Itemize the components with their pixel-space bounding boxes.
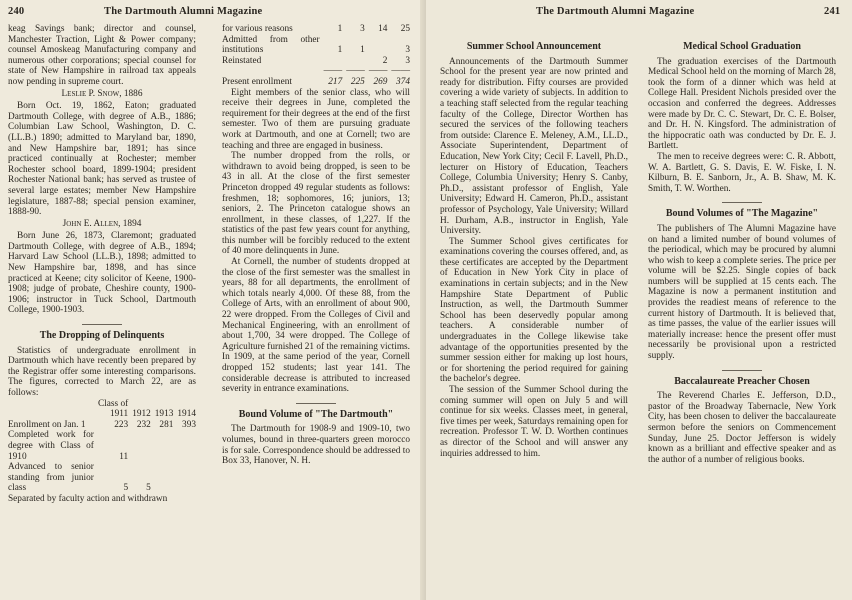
paragraph: Eight members of the senior class, who will receive their degrees in June, completed the requirement for their degrees at the end of the first semester. Two of them are pursuing graduate work at Dartmouth, and one at Cornell; two are teaching and three are engaged in business. [222, 87, 410, 151]
table-cell: 281 [159, 419, 174, 430]
table-row [8, 430, 196, 462]
table-cell [151, 430, 174, 462]
paragraph: The session of the Summer School during the coming summer will open on July 5 and will continue for six weeks. Classes meet, in general, five times per week, Saturdays remaining open for recreation. Professor T. W. D. Worthen continues as director of the School and will answer any inquiries addressed to him. [440, 385, 628, 459]
column-3 [440, 24, 628, 459]
table-cell: 14 [378, 24, 388, 34]
right-page [426, 0, 852, 600]
column-2 [222, 24, 410, 467]
table-header-cell: 1914 [177, 409, 196, 420]
table-cell: 11 [119, 451, 129, 462]
table-row [8, 399, 196, 420]
column-4 [648, 24, 836, 465]
rule-cell: —— [391, 66, 410, 77]
page-number-right: 241 [824, 6, 841, 17]
row-label: for various reasons [222, 24, 293, 34]
paragraph: The Reverend Charles E. Jefferson, D.D., pastor of the Broadway Tabernacle, New York City, has been chosen to deliver the baccalaureate sermon before the seniors on Commencement Sunday, June 25. Doctor Jefferson is widely known as a brilliant and effective speaker and as the author of a number of religious books. [648, 391, 836, 465]
row-label: Present enrollment [222, 76, 292, 87]
table-cell: 223 [114, 419, 129, 430]
row-label: Advanced to senior standing from junior class [8, 462, 94, 494]
row-label: Enrollment on Jan. 1 [8, 419, 86, 430]
paragraph: The graduation exercises of the Dartmouth Medical School held on the morning of March 28, took the form of a dinner which was held at College Hall. President Nichols presided over the occasion and conferred the degrees. Addresses were made by Dr. C. C. Stewart, Dr. C. E. Bolser, and Dr. H. N. Kingsford. The administration of the hippocratic oath was conducted by Dr. E. J. Bartlett. [648, 56, 836, 152]
page-number-left: 240 [8, 6, 25, 17]
table-cell [151, 462, 174, 494]
row-label: Admitted from other institutions [222, 34, 320, 56]
table-row [222, 66, 410, 77]
table-cell: 25 [400, 24, 410, 34]
divider [722, 202, 762, 203]
article-heading: Medical School Graduation [683, 41, 801, 52]
table-cell [222, 66, 320, 77]
table-cell: 5 [146, 483, 151, 494]
article-heading: Baccalaureate Preacher Chosen [674, 375, 810, 387]
table-cell: 232 [136, 419, 151, 430]
paragraph: Statistics of undergraduate enrollment in Dartmouth which have recently been prepared by the Registrar offer some interesting comparisons. The figures, corrected to March 22, are as follows: [8, 345, 196, 398]
table-cell: 3 [405, 45, 410, 56]
table-header-cell: 1912 [132, 409, 151, 420]
table-cell: 5 [123, 483, 129, 494]
article-heading: Summer School Announcement [466, 41, 602, 52]
article-heading: Bound Volumes of "The Magazine" [665, 208, 819, 220]
table-cell: 269 [373, 76, 388, 87]
column-1 [8, 24, 196, 505]
table-cell [342, 56, 365, 67]
paragraph: The number dropped from the rolls, or withdrawn to avoid being dropped, is seen to be 43 in all. At the close of the first semester Princeton dropped 49 regular students as follows: freshmen, 18; sophomores, 16; juniors, 13; seniors, 2. The Princeton catalogue shows an enrollment, in these classes, of 1,227. If the statistics of the past few years count for anything, this number will be forcibly reduced to the extent of 40 more delinquents in June. [222, 151, 410, 257]
biography-name: John E. Allen, 1894 [62, 218, 142, 229]
running-header-left: The Dartmouth Alumni Magazine [104, 6, 263, 17]
biography-name: Leslie P. Snow, 1886 [61, 88, 143, 99]
divider [82, 324, 122, 325]
table-cell: 374 [396, 76, 410, 87]
table-cell: 3 [405, 55, 410, 66]
row-label: Reinstated [222, 55, 262, 66]
table-row [8, 420, 196, 431]
table-cell [8, 399, 94, 420]
rule-cell: —— [323, 66, 343, 77]
table-row [8, 462, 196, 494]
table-cell [320, 56, 343, 67]
divider [722, 370, 762, 371]
table-cell: 1 [360, 45, 365, 56]
row-label: Completed work for degree with Class of 1910 [8, 430, 94, 462]
table-cell: 2 [382, 55, 388, 66]
paragraph: keag Savings bank; director and counsel, Manchester Traction, Light & Power company; counsel Amoskeag Manufacturing company and numerous other corporations; special counsel for state of New Hampshire in railroad tax appeals now pending in supreme court. [8, 24, 196, 87]
rule-cell: —— [368, 66, 388, 77]
paragraph: Born June 26, 1873, Claremont; graduated Dartmouth College, with degree of A.B., 1894; Harvard Law School (LL.B.), 1898; admitted to New Hampshire bar, 1898, and has since practiced at Keene; city solicitor of Keene, 1900-1908; judge of probate, Cheshire county, 1900-1906; instructor in Tuck School, Dartmouth College, 1900-1903. [8, 231, 196, 316]
table-cell: 3 [360, 24, 365, 34]
rule-cell: —— [346, 66, 365, 77]
table-cell: 225 [350, 76, 365, 87]
table-header-cell: 1913 [154, 409, 174, 420]
table-cell [365, 35, 388, 56]
row-label: Separated by faculty action and withdrawn [8, 493, 168, 504]
table-row [222, 56, 410, 67]
table-cell [128, 430, 151, 462]
running-header-right: The Dartmouth Alumni Magazine [536, 6, 695, 17]
paragraph: The Dartmouth for 1908-9 and 1909-10, two volumes, bound in three-quarters green morocco is for sale. Correspondence should be addressed to Box 33, Hanover, N. H. [222, 424, 410, 467]
paragraph: Born Oct. 19, 1862, Eaton; graduated Dartmouth College, with degree of A.B., 1886; Columbian Law School, Washington, D. C. (LL.B.) 1890; admitted to Maryland bar, 1890, and New Hampshire bar, 1891; has since practiced continually at Rochester; member Rochester school board, 1899-1904; president Rochester National bank; has served as trustee of several large estates; member New Hampshire legislature, 1887-88; special pension examiner, 1888-90. [8, 101, 196, 218]
enrollment-table [8, 399, 196, 505]
table-header-cell: Class of 1911 [97, 398, 129, 420]
table-cell: 217 [328, 76, 343, 87]
paragraph: The men to receive degrees were: C. R. Abbott, W. A. Bartlett, G. S. Davis, E. W. Fiske, I. N. Kilburn, B. E. Sanborn, Jr., A. B. Shaw, M. K. Smith, T. W. Worthen. [648, 151, 836, 194]
paragraph: The publishers of The Alumni Magazine have on hand a limited number of bound volumes of the periodical, which may be procured by alumni who wish to keep a complete series. The price per volume will be $2.25. Single copies of back numbers will be supplied at 15 cents each. The Magazine is now a permanent institution and provides the readiest means of reference to the current history of Dartmouth. It is believed that, as time passes, the value of the earlier issues will materially increase: hence the present offer must necessarily be provisional upon a restricted supply. [648, 223, 836, 362]
table-cell: 1 [337, 24, 343, 34]
table-cell: 1 [337, 45, 343, 56]
divider [296, 403, 336, 404]
paragraph: At Cornell, the number of students dropped at the close of the first semester was the smallest in years, 88 for all departments, the enrollment of which totals nearly 4,000. Of these 88, from the College of Arts, with an enrollment of about 900, 22 were dropped. From the Colleges of Civil and Mechanical Engineering, with an enrollment of about 1,700, 34 were dropped. The College of Agriculture furnished 21 of the remaining victims. In 1909, at the same period of the year, Cornell dropped 152 students; last year 141. The considerable decrease is attributed to increased severity in entrance examinations. [222, 257, 410, 395]
article-heading: Bound Volume of "The Dartmouth" [238, 408, 394, 420]
table-cell: 393 [182, 419, 196, 430]
paragraph: The Summer School gives certificates for examinations covering the courses offered, and, as these certificates are accepted by the Department of Education in New York City in place of examinations in certain subjects; and in the New Hampshire State Department of Public Instruction, as well, the Dartmouth Summer School has been deservedly popular among teachers. A considerable number of undergraduates in the College likewise take advantage of the opportunities presented by the summer session either for making up lost hours, or for shortening the period required for gaining the bachelor's degree. [440, 236, 628, 385]
article-heading: The Dropping of Delinquents [39, 330, 165, 342]
table-row [222, 77, 410, 88]
table-row [8, 494, 196, 505]
table-row [222, 24, 410, 35]
table-row [222, 35, 410, 56]
table-cell [173, 462, 196, 494]
enrollment-table-continued [222, 24, 410, 88]
table-cell [173, 430, 196, 462]
paragraph: Announcements of the Dartmouth Summer School for the present year are now printed and ready for distribution. Fifty courses are provided covering a wide variety of subjects. In addition to a teaching staff selected from the regular teaching faculty of the College, Director Worthen has secured the services of the following teachers from outside: Clarence E. Meleney, A.M., LL.D., Associate Superintendent, Department of Education, New York City; Cecil F. Lavell, Ph.D., lecturer on History of Education, Teachers College, Columbia University; Henry S. Canby, Ph.D., assistant professor of English, Yale University; Edward H. Cameron, Ph.D., assistant professor of Psychology, Yale University; Willard H. Durham, A.B., instructor in English, Yale University. [440, 56, 628, 237]
